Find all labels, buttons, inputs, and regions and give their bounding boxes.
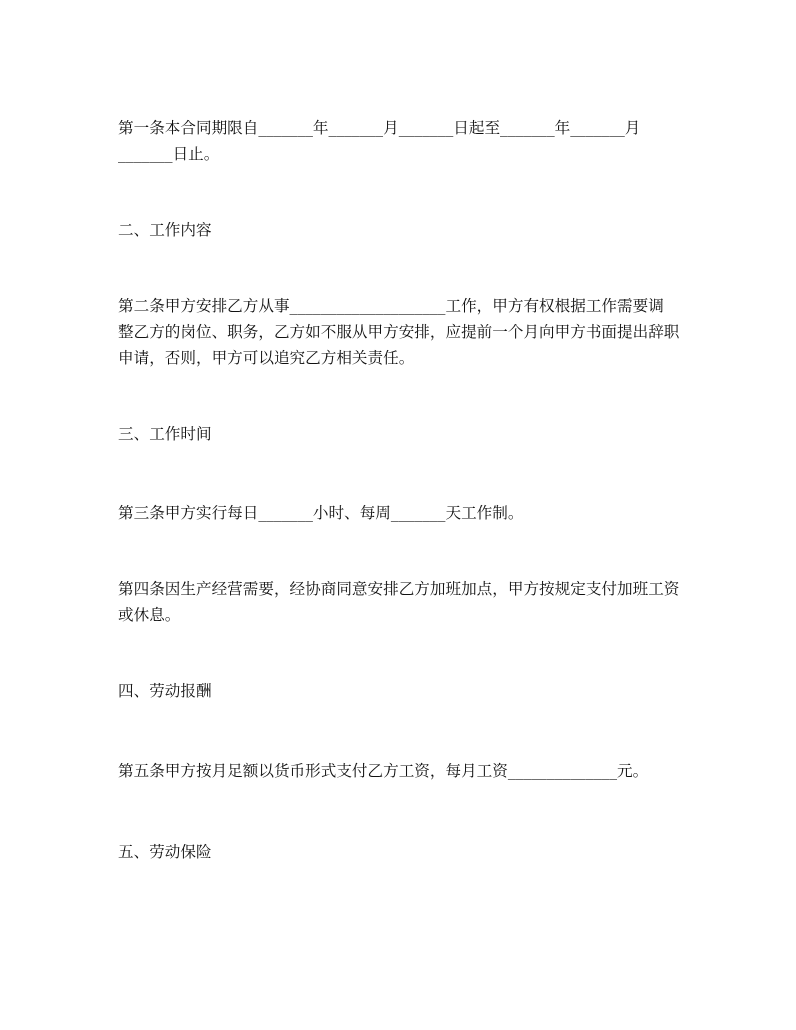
section-heading-insurance [118, 839, 718, 865]
clause-line: 第一条本合同期限自_______年_______月_______日起至_______年_______月 [118, 119, 641, 137]
clause-line: _______日止。 [118, 145, 220, 163]
clause-work-content [118, 293, 718, 371]
heading-text: 四、劳动报酬 [118, 682, 212, 700]
heading-text: 三、工作时间 [118, 425, 212, 443]
section-heading-work-content [118, 217, 718, 243]
heading-text: 二、工作内容 [118, 221, 212, 239]
section-heading-remuneration [118, 678, 718, 704]
clause-line: 第五条甲方按月足额以货币形式支付乙方工资，每月工资______________元。 [118, 762, 649, 780]
clause-line: 第二条甲方安排乙方从事____________________工作，甲方有权根据工作需要调 [118, 297, 664, 315]
clause-contract-term [118, 115, 718, 167]
clause-line: 或休息。 [118, 606, 181, 624]
clause-line: 第三条甲方实行每日_______小时、每周_______天工作制。 [118, 504, 524, 522]
heading-text: 五、劳动保险 [118, 843, 212, 861]
section-heading-working-hours [118, 421, 718, 447]
clause-remuneration [118, 758, 718, 784]
clause-working-hours [118, 500, 718, 526]
clause-overtime [118, 576, 718, 628]
clause-line: 整乙方的岗位、职务，乙方如不服从甲方安排，应提前一个月向甲方书面提出辞职 [118, 323, 680, 341]
clause-line: 申请，否则，甲方可以追究乙方相关责任。 [118, 349, 415, 367]
clause-line: 第四条因生产经营需要，经协商同意安排乙方加班加点，甲方按规定支付加班工资 [118, 580, 680, 598]
